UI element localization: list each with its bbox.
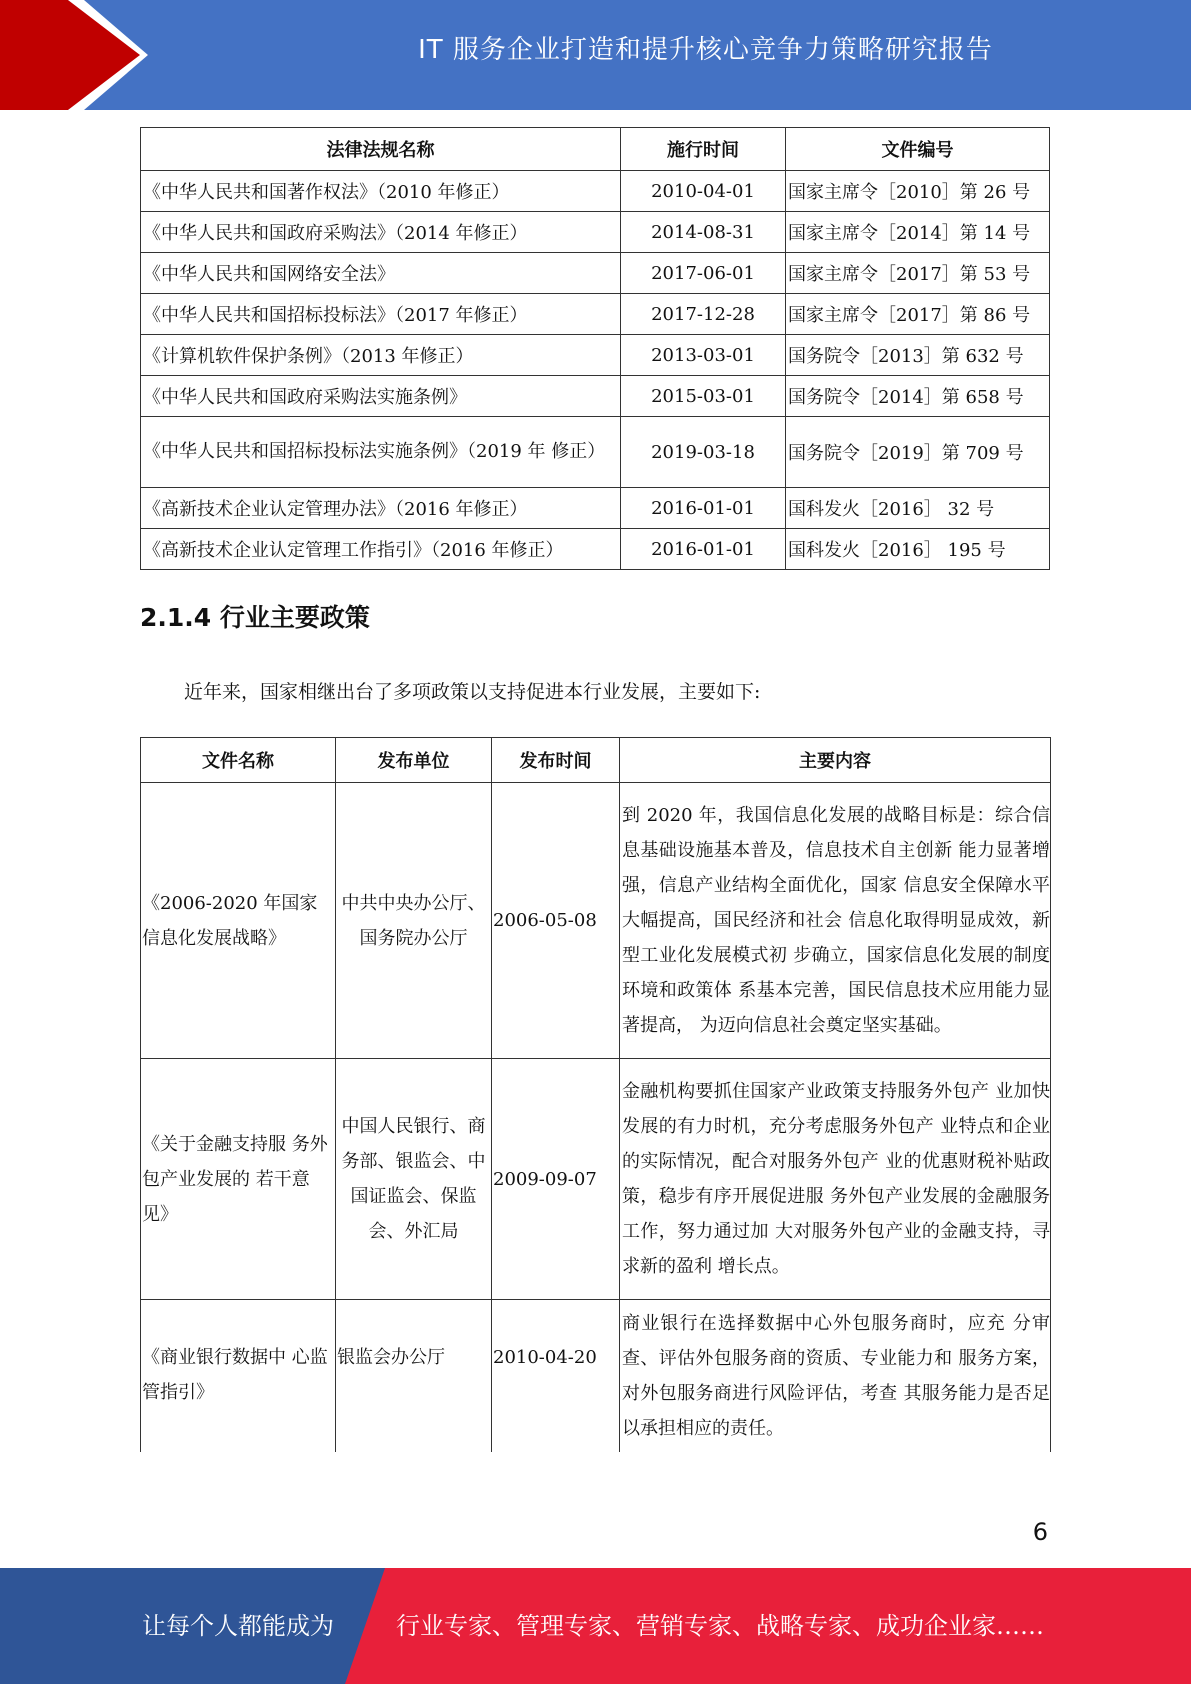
intro-paragraph: 近年来，国家相继出台了多项政策以支持促进本行业发展，主要如下:: [184, 681, 761, 703]
issuer: 中共中央办公厅、国务院办公厅: [336, 783, 492, 1059]
col-header-issuer: 发布单位: [336, 738, 492, 783]
table-row: [141, 1300, 1051, 1453]
issue-date: 2006-05-08: [492, 783, 620, 1059]
table-row: [141, 783, 1051, 1059]
table-row: [141, 529, 1050, 570]
col-header-law-name: 法律法规名称: [141, 128, 621, 171]
document-name: 《商业银行数据中 心监管指引》: [141, 1300, 336, 1453]
table-row: [141, 253, 1050, 294]
effective-date: 2010-04-01: [621, 171, 786, 212]
page-footer: [0, 1568, 1191, 1684]
issuer: 银监会办公厅: [336, 1300, 492, 1453]
col-header-effective-date: 施行时间: [621, 128, 786, 171]
col-header-issue-date: 发布时间: [492, 738, 620, 783]
law-name: 《中华人民共和国著作权法》（2010 年修正）: [141, 171, 621, 212]
table-row: [141, 376, 1050, 417]
main-content: 商业银行在选择数据中心外包服务商时，应充 分审查、评估外包服务商的资质、专业能力和 服务方案，对外包服务商进行风险评估，考查 其服务能力是否足以承担相应的责任。: [620, 1300, 1051, 1453]
page-header: [0, 0, 1191, 110]
document-number: 国务院令［2013］第 632 号: [786, 335, 1050, 376]
table-row: [141, 294, 1050, 335]
section-heading: 2.1.4 行业主要政策: [140, 603, 370, 632]
document-number: 国务院令［2014］第 658 号: [786, 376, 1050, 417]
law-name: 《高新技术企业认定管理工作指引》（2016 年修正）: [141, 529, 621, 570]
document-number: 国务院令［2019］第 709 号: [786, 417, 1050, 488]
issuer: 中国人民银行、商务部、银监会、中国证监会、保监会、外汇局: [336, 1059, 492, 1300]
effective-date: 2014-08-31: [621, 212, 786, 253]
document-name: 《2006-2020 年国家信息化发展战略》: [141, 783, 336, 1059]
law-name: 《计算机软件保护条例》（2013 年修正）: [141, 335, 621, 376]
document-number: 国家主席令［2017］第 53 号: [786, 253, 1050, 294]
table-row: [141, 488, 1050, 529]
report-title: IT 服务企业打造和提升核心竞争力策略研究报告: [418, 35, 993, 65]
table-row: [141, 417, 1050, 488]
document-number: 国家主席令［2010］第 26 号: [786, 171, 1050, 212]
effective-date: 2019-03-18: [621, 417, 786, 488]
law-name: 《中华人民共和国招标投标法实施条例》（2019 年 修正）: [141, 417, 621, 488]
main-content: 到 2020 年，我国信息化发展的战略目标是：综合信息基础设施基本普及，信息技术自主创新 能力显著增强，信息产业结构全面优化，国家 信息安全保障水平大幅提高，国民经济和社会 信息化取得明显成效，新型工业化发展模式初 步确立，国家信息化发展的制度环境和政策体 系基本完善，国民信息技术应用能力显著提高， 为迈向信息社会奠定坚实基础。: [620, 783, 1051, 1059]
law-name: 《中华人民共和国招标投标法》（2017 年修正）: [141, 294, 621, 335]
document-name: 《关于金融支持服 务外包产业发展的 若干意见》: [141, 1059, 336, 1300]
header-arrow-decoration: [0, 0, 160, 110]
table-row: [141, 212, 1050, 253]
document-number: 国科发火［2016］ 32 号: [786, 488, 1050, 529]
effective-date: 2016-01-01: [621, 529, 786, 570]
law-name: 《中华人民共和国政府采购法》（2014 年修正）: [141, 212, 621, 253]
col-header-document-name: 文件名称: [141, 738, 336, 783]
effective-date: 2015-03-01: [621, 376, 786, 417]
document-number: 国家主席令［2017］第 86 号: [786, 294, 1050, 335]
law-name: 《高新技术企业认定管理办法》（2016 年修正）: [141, 488, 621, 529]
footer-slogan-left: 让每个人都能成为: [142, 1612, 334, 1640]
effective-date: 2017-06-01: [621, 253, 786, 294]
main-content: 金融机构要抓住国家产业政策支持服务外包产 业加快发展的有力时机，充分考虑服务外包产 业特点和企业的实际情况，配合对服务外包产 业的优惠财税补贴政策，稳步有序开展促进服 务外包产业发展的金融服务工作，努力通过加 大对服务外包产业的金融支持，寻求新的盈利 增长点。: [620, 1059, 1051, 1300]
page-number: 6: [1032, 1518, 1048, 1546]
col-header-main-content: 主要内容: [620, 738, 1051, 783]
table-row: [141, 1059, 1051, 1300]
footer-slogan-right: 行业专家、管理专家、营销专家、战略专家、成功企业家……: [396, 1612, 1044, 1640]
law-table: [140, 127, 1050, 570]
table-header-row: [141, 738, 1051, 783]
effective-date: 2016-01-01: [621, 488, 786, 529]
law-name: 《中华人民共和国政府采购法实施条例》: [141, 376, 621, 417]
effective-date: 2013-03-01: [621, 335, 786, 376]
issue-date: 2010-04-20: [492, 1300, 620, 1453]
col-header-document-number: 文件编号: [786, 128, 1050, 171]
policy-table: [140, 737, 1051, 1452]
table-row: [141, 171, 1050, 212]
document-number: 国科发火［2016］ 195 号: [786, 529, 1050, 570]
table-header-row: [141, 128, 1050, 171]
document-number: 国家主席令［2014］第 14 号: [786, 212, 1050, 253]
effective-date: 2017-12-28: [621, 294, 786, 335]
law-name: 《中华人民共和国网络安全法》: [141, 253, 621, 294]
issue-date: 2009-09-07: [492, 1059, 620, 1300]
table-row: [141, 335, 1050, 376]
